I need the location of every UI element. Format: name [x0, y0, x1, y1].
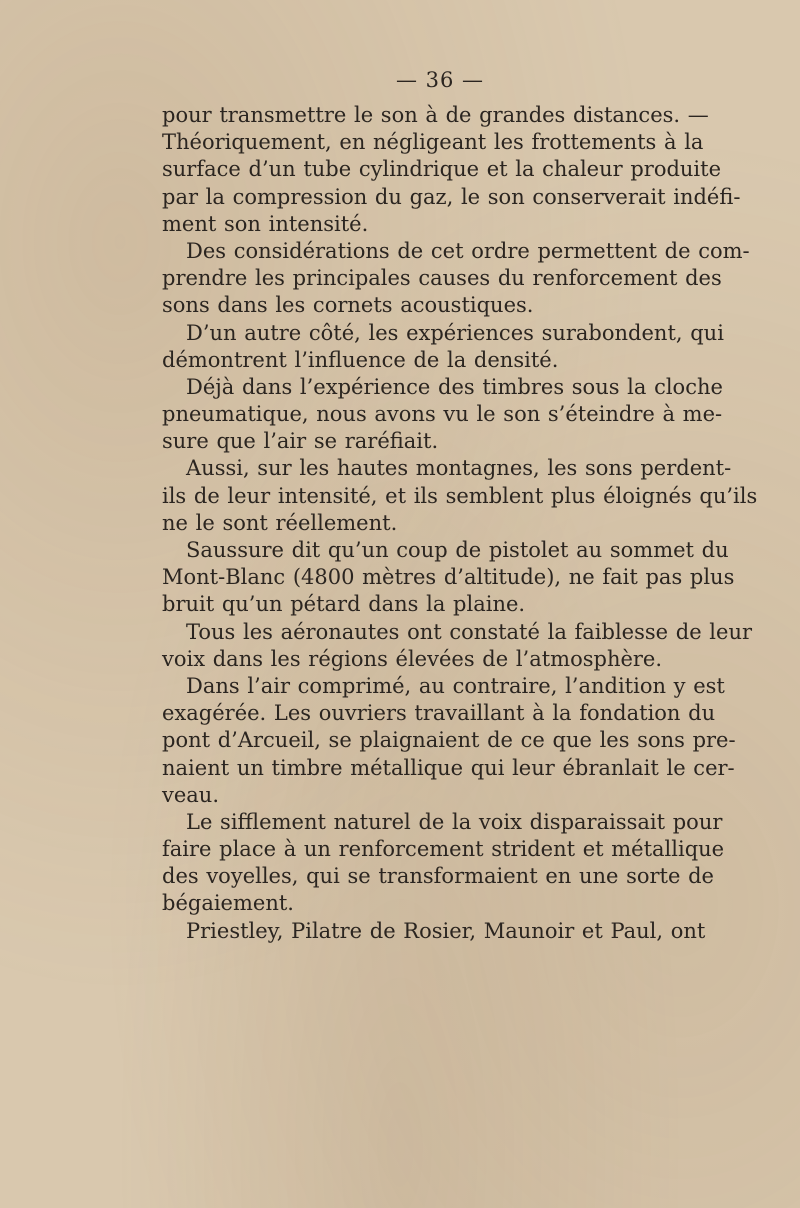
- text-line: Priestley, Pilatre de Rosier, Maunoir et Paul, ont: [186, 918, 706, 943]
- text-line: bégaiement.: [162, 891, 294, 916]
- text-line: Dans l’air comprimé, au contraire, l’andition y est: [186, 673, 725, 698]
- text-line: Le sifflement naturel de la voix disparaissait pour: [186, 809, 723, 834]
- text-line: ment son intensité.: [162, 211, 369, 236]
- text-line: faire place à un renforcement strident et métallique: [162, 837, 725, 862]
- text-line: sure que l’air se raréfiait.: [162, 429, 439, 454]
- text-line: pour transmettre le son à de grandes distances. —: [162, 103, 709, 127]
- text-line: veau.: [162, 782, 220, 807]
- text-line: par la compression du gaz, le son conserverait indéfi-: [162, 184, 741, 209]
- text-line: D’un autre côté, les expériences surabondent, qui: [186, 320, 724, 345]
- body-text: [162, 102, 758, 945]
- text-line: Tous les aéronautes ont constaté la faiblesse de leur: [186, 619, 753, 644]
- text-line: ils de leur intensité, et ils semblent plus éloignés qu’ils: [162, 483, 758, 508]
- text-line: pneumatique, nous avons vu le son s’éteindre à me-: [162, 402, 723, 427]
- text-line: démontrent l’influence de la densité.: [162, 347, 559, 372]
- text-line: bruit qu’un pétard dans la plaine.: [162, 592, 526, 617]
- text-line: Théoriquement, en négligeant les frottements à la: [162, 130, 704, 155]
- text-line: pont d’Arcueil, se plaignaient de ce que les sons pre-: [162, 728, 736, 753]
- text-line: Mont-Blanc (4800 mètres d’altitude), ne fait pas plus: [162, 565, 735, 590]
- text-line: exagérée. Les ouvriers travaillant à la fondation du: [162, 701, 716, 726]
- text-line: voix dans les régions élevées de l’atmosphère.: [162, 646, 663, 671]
- text-line: Saussure dit qu’un coup de pistolet au sommet du: [186, 538, 729, 562]
- text-line: surface d’un tube cylindrique et la chaleur produite: [162, 157, 722, 182]
- text-line: sons dans les cornets acoustiques.: [162, 293, 534, 318]
- text-line: Déjà dans l’expérience des timbres sous la cloche: [186, 374, 723, 399]
- text-line: naient un timbre métallique qui leur ébranlait le cer-: [162, 755, 735, 780]
- text-line: des voyelles, qui se transformaient en une sorte de: [162, 864, 714, 889]
- text-line: Aussi, sur les hautes montagnes, les sons perdent-: [186, 456, 732, 481]
- text-line: prendre les principales causes du renforcement des: [162, 266, 722, 291]
- text-line: ne le sont réellement.: [162, 510, 398, 535]
- text-line: Des considérations de cet ordre permettent de com-: [186, 238, 750, 263]
- page-number: — 36 —: [395, 68, 485, 92]
